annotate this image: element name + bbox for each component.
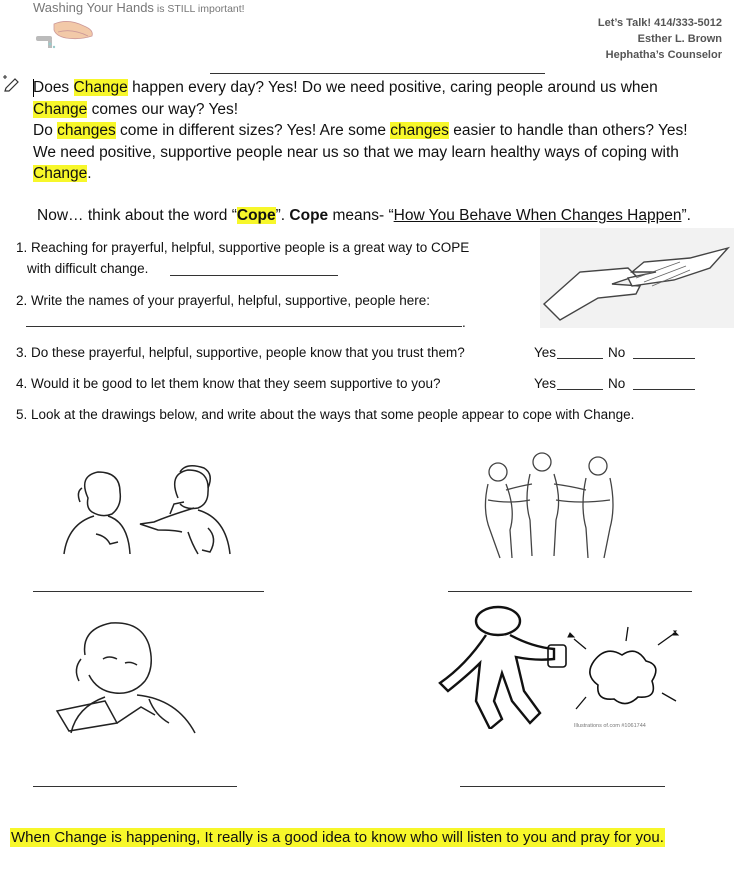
intro-paragraph [33,77,733,185]
answer-line-drawing-2[interactable] [448,591,692,592]
intro-text: happen every day? Yes! Do we need positive, caring people around us when [127,79,658,96]
question-1-line-1: 1. Reaching for prayerful, helpful, supportive people is a great way to COPE [16,240,470,255]
q4-yes-line[interactable] [557,389,603,390]
cope-text: ”. [275,207,290,224]
woman-reading-image [45,615,225,735]
highlight-changes: changes [390,122,449,139]
intro-text: Does [33,79,74,96]
answer-line-drawing-4[interactable] [460,786,665,787]
intro-text: come in different sizes? Yes! Are some [115,122,391,139]
contact-title: Hephatha’s Counselor [605,49,722,61]
header-title-main: Washing Your Hands [33,0,154,15]
stick-figure-image [436,605,696,729]
highlight-change: Change [73,79,128,96]
question-5: 5. Look at the drawings below, and write about the ways that some people appear to cope with Change. [16,407,635,422]
intro-text: easier to handle than others? Yes! [448,122,688,139]
header-divider [210,73,545,74]
question-4: 4. Would it be good to let them know that they seem supportive to you? [16,376,441,391]
footer-banner: When Change is happening, It really is a good idea to know who will listen to you and pray for you. [11,829,664,846]
header-title-sub: is STILL important! [153,3,245,15]
q4-yes-label: Yes [534,376,557,391]
intro-text: comes our way? Yes! [87,100,239,118]
intro-line-1 [33,77,733,99]
contact-phone: Let’s Talk! 414/333-5012 [597,17,722,29]
cope-text: means- “ [328,207,394,224]
q3-yes-label: Yes [534,345,557,360]
contact-name: Esther L. Brown [637,33,722,45]
intro-line-5 [33,163,733,185]
question-2-period: . [462,315,466,330]
highlight-change: Change [33,100,88,118]
intro-line-3 [33,120,733,142]
hand-washing-icon [36,14,98,50]
answer-line-q2[interactable] [26,326,462,327]
answer-line-drawing-1[interactable] [33,591,264,592]
edit-pencil-icon [2,74,22,92]
intro-text: Do [33,122,58,139]
question-1 [16,238,536,279]
cope-word: Cope [289,207,329,224]
answer-line-drawing-3[interactable] [33,786,237,787]
highlight-change: Change [33,165,88,182]
q3-no-label: No [608,345,626,360]
intro-line-4: We need positive, supportive people near us so that we may learn healthy ways of coping with [33,143,679,161]
header-title [33,0,245,15]
q3-no-line[interactable] [633,358,695,359]
highlight-changes: changes [57,122,116,139]
friends-walking-image [470,450,630,562]
q4-no-line[interactable] [633,389,695,390]
q3-yes-line[interactable] [557,358,603,359]
cope-meaning: How You Behave When Changes Happen [393,207,682,224]
arguing-people-image [58,458,248,558]
cope-definition [37,205,737,227]
cope-word-highlight: Cope [236,207,276,224]
question-2: 2. Write the names of your prayerful, helpful, supportive, people here: [16,293,430,308]
cope-text: ”. [681,207,691,224]
cope-text: Now… think about the word “ [37,207,237,224]
question-3: 3. Do these prayerful, helpful, supportive, people know that you trust them? [16,345,465,360]
image-caption: Illustrations of.com #1061744 [574,723,646,729]
intro-text: . [87,165,92,182]
intro-line-2 [33,99,733,121]
answer-line-q1[interactable] [170,275,338,276]
q4-no-label: No [608,376,626,391]
contact-block [598,15,722,63]
question-1-line-2: with difficult change. [27,261,149,276]
reaching-hands-image [540,228,734,328]
